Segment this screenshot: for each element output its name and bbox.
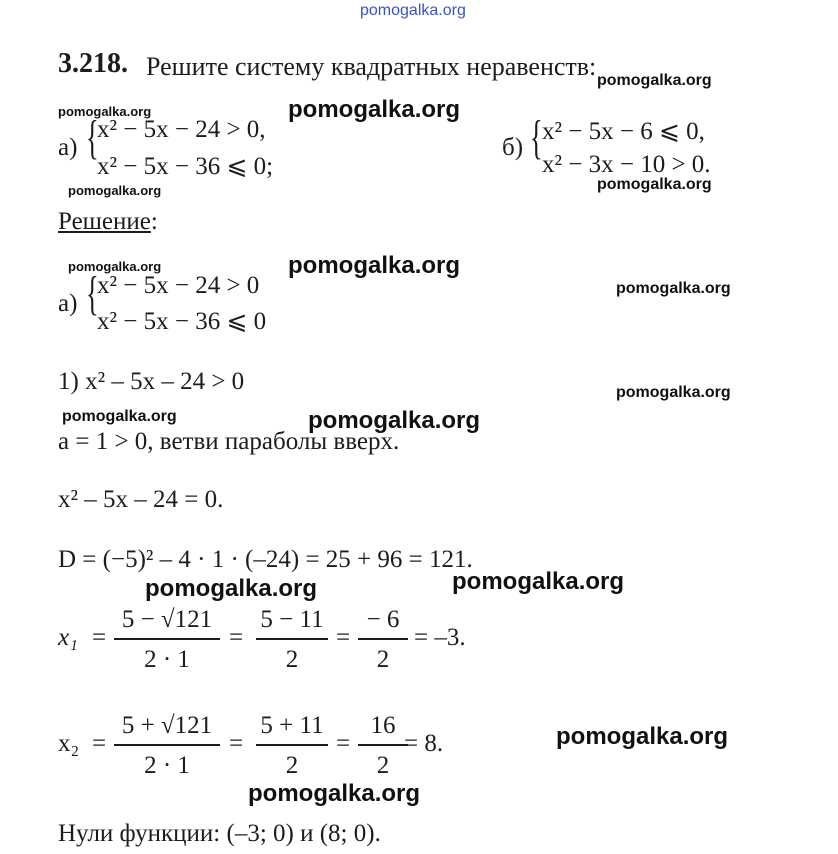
watermark: pomogalka.org (616, 384, 731, 401)
x2-result: = 8. (404, 730, 444, 757)
watermark: pomogalka.org (597, 176, 712, 193)
watermark: pomogalka.org (360, 2, 466, 19)
fraction-denominator: 2 (376, 645, 390, 673)
fraction-bar (256, 744, 328, 746)
fraction-bar (114, 744, 220, 746)
parabola-branches: a = 1 > 0, ветви параболы вверх. (58, 428, 400, 455)
fraction (256, 606, 328, 674)
fraction-numerator: 5 + √121 (121, 712, 213, 739)
fraction (114, 606, 220, 674)
fraction-denominator: 2 (376, 751, 390, 779)
fraction-numerator: 5 − 11 (260, 606, 324, 633)
system-brace: { (86, 267, 99, 320)
watermark: pomogalka.org (288, 96, 461, 123)
fraction (358, 712, 408, 780)
watermark: pomogalka.org (62, 408, 177, 425)
watermark: pomogalka.org (68, 183, 162, 198)
solution-a-line1: x² − 5x − 24 > 0 (97, 272, 260, 299)
watermark: pomogalka.org (68, 259, 162, 274)
watermark: pomogalka.org (556, 723, 729, 750)
system-brace: { (86, 111, 99, 164)
function-zeros: Нули функции: (–3; 0) и (8; 0). (58, 820, 381, 847)
watermark: pomogalka.org (597, 72, 712, 89)
fraction-numerator: 16 (370, 712, 396, 739)
discriminant: D = (−5)² – 4 · 1 · (–24) = 25 + 96 = 121. (58, 546, 473, 573)
equals-sign: = (229, 624, 244, 651)
watermark: pomogalka.org (145, 575, 318, 602)
fraction-bar (358, 744, 408, 746)
watermark: pomogalka.org (58, 104, 152, 119)
task-b-line1: x² − 5x − 6 ⩽ 0, (542, 118, 705, 145)
fraction-numerator: 5 − √121 (121, 606, 213, 633)
fraction-bar (114, 638, 220, 640)
task-number: 3.218. (58, 48, 128, 79)
fraction-denominator: 2 · 1 (144, 645, 190, 673)
fraction-numerator: 5 + 11 (260, 712, 324, 739)
x1-variable: x₁ (58, 624, 78, 651)
task-title: Решите систему квадратных неравенств: (146, 52, 597, 81)
fraction-denominator: 2 (285, 751, 299, 779)
task-a-line1: x² − 5x − 24 > 0, (97, 116, 266, 143)
x2-variable: x₂ (58, 730, 80, 757)
watermark: pomogalka.org (452, 568, 625, 595)
task-b-line2: x² − 3x − 10 > 0. (542, 151, 711, 178)
task-a-line2: x² − 5x − 36 ⩽ 0; (97, 153, 274, 180)
solution-a-label: а) (58, 290, 78, 317)
equals-sign: = (336, 730, 351, 757)
solution-a-line2: x² − 5x − 36 ⩽ 0 (97, 308, 267, 335)
fraction (114, 712, 220, 780)
step-1: 1) x² – 5x – 24 > 0 (58, 368, 245, 395)
fraction-bar (358, 638, 408, 640)
equals-sign: = (92, 624, 107, 651)
fraction-bar (256, 638, 328, 640)
equals-sign: = (92, 730, 107, 757)
fraction-denominator: 2 · 1 (144, 751, 190, 779)
fraction-denominator: 2 (285, 645, 299, 673)
x1-result: = –3. (414, 624, 466, 651)
task-a-label: а) (58, 134, 78, 161)
watermark: pomogalka.org (616, 280, 731, 297)
fraction (256, 712, 328, 780)
fraction (358, 606, 408, 674)
equals-sign: = (229, 730, 244, 757)
equals-sign: = (336, 624, 351, 651)
watermark: pomogalka.org (248, 780, 421, 807)
system-brace: { (530, 111, 543, 164)
task-b-label: б) (502, 134, 524, 161)
watermark: pomogalka.org (288, 252, 461, 279)
fraction-numerator: − 6 (366, 606, 400, 633)
watermark: pomogalka.org (308, 407, 481, 434)
quadratic-equation: x² – 5x – 24 = 0. (58, 486, 224, 513)
solution-heading: Решение: (58, 208, 158, 235)
